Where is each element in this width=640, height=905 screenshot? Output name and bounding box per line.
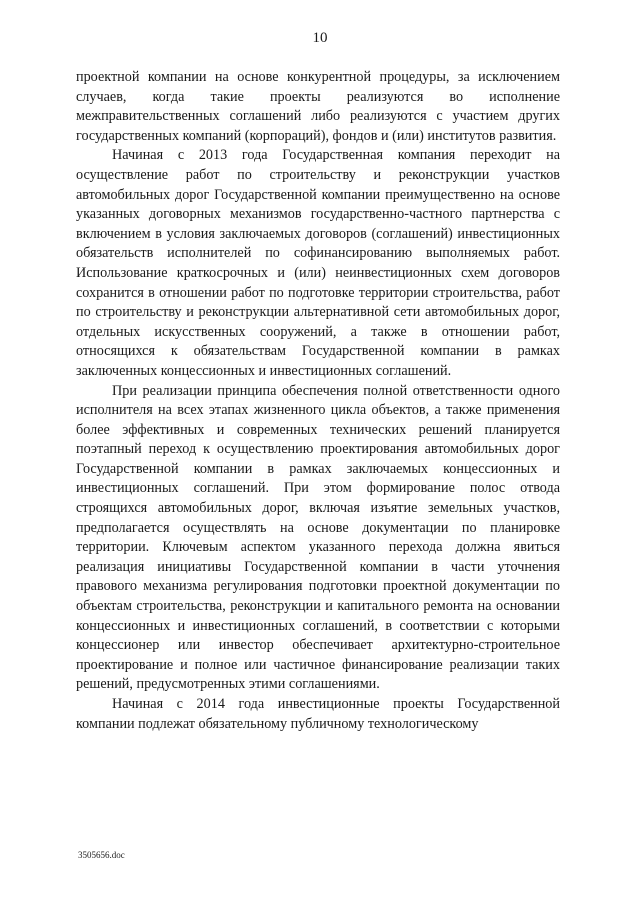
paragraph-lifecycle-responsibility: При реализации принципа обеспечения полной ответственности одного исполнителя на всех этапах жизненного цикла объектов, а также применения более эффективных и современных технических решений планируется поэтапный переход к осуществлению проектирования автомобильных дорог Государственной компании в рамках заключаемых концессионных и инвестиционных соглашений. При этом формирование полос отвода строящихся автомобильных дорог, включая изъятие земельных участков, предполагается осуществлять на основе документации по планировке территории. Ключевым аспектом указанного перехода должна явиться реализация инициативы Государственной компании в части уточнения правового механизма регулирования подготовки проектной документации по объектам строительства, реконструкции и капитального ремонта на основании концессионных и инвестиционных соглашений, в соответствии с которыми концессионер или инвестор обеспечивает архитектурно-строительное проектирование и полное или частичное финансирование реализации таких решений, предусмотренных этими соглашениями. — [76, 382, 560, 693]
body-text — [76, 68, 560, 734]
paragraph-continuation: проектной компании на основе конкурентной процедуры, за исключением случаев, когда такие проекты реализуются во исполнение межправительственных соглашений либо реализуются с участием других государственных компаний (корпораций), фондов и (или) институтов развития. — [76, 69, 560, 144]
footer-filename: 3505656.doc — [78, 850, 125, 860]
paragraph-2013-transition: Начиная с 2013 года Государственная компания переходит на осуществление работ по строительству и реконструкции участков автомобильных дорог Государственной компании преимущественно на основе указанных договорных механизмов государственно-частного партнерства с включением в условия заключаемых договоров (соглашений) инвестиционных обязательств исполнителей по софинансированию выполняемых работ. Использование краткосрочных и (или) неинвестиционных схем договоров сохранится в отношении работ по подготовке территории строительства, работ по строительству и реконструкции альтернативной сети автомобильных дорог, отдельных искусственных сооружений, а также в отношении работ, относящихся к обязательствам Государственной компании в рамках заключенных концессионных и инвестиционных соглашений. — [76, 147, 560, 379]
paragraph-2014-investment-projects: Начиная с 2014 года инвестиционные проекты Государственной компании подлежат обязательному публичному технологическому — [76, 696, 560, 732]
page-number: 10 — [312, 30, 328, 46]
